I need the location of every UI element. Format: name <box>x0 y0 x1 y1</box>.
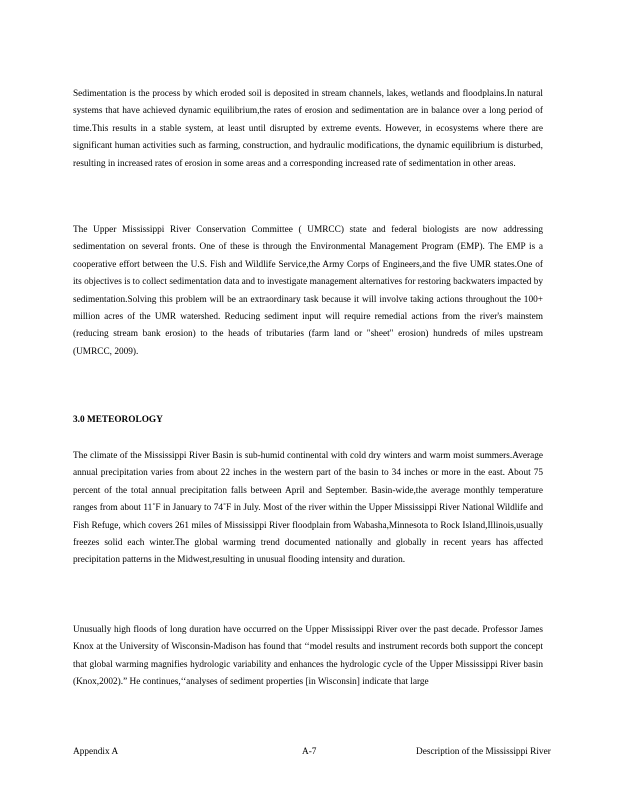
footer-appendix: Appendix A <box>73 747 119 757</box>
footer-page-number: A-7 <box>302 747 317 757</box>
paragraph-umrcc: The Upper Mississippi River Conservation Committee ( UMRCC) state and federal biologists are now addressing sedimentation on several fronts. One of these is through the Environmental Management Program (EMP). The EMP is a cooperative effort between the U.S. Fish and Wildlife Service,the Army Corps of Engineers,and the five UMR states.One of its objectives is to collect sedimentation data and to investigate management alternatives for restoring backwaters impacted by sedimentation.Solving this problem will be an extraordinary task because it will involve taking actions throughout the 100+ million acres of the UMR watershed. Reducing sediment input will require remedial actions from the river's mainstem (reducing stream bank erosion) to the heads of tributaries (farm land or "sheet" erosion) hundreds of miles upstream (UMRCC, 2009). <box>73 225 543 357</box>
paragraph-climate: The climate of the Mississippi River Basin is sub-humid continental with cold dry winters and warm moist summers.Average annual precipitation varies from about 22 inches in the western part of the basin to 34 inches or more in the east. About 75 percent of the total annual precipitation falls between April and September. Basin-wide,the average monthly temperature ranges from about 11˚F in January to 74˚F in July. Most of the river within the Upper Mississippi River National Wildlife and Fish Refuge, which covers 261 miles of Mississippi River floodplain from Wabasha,Minnesota to Rock Island,Illinois,usually freezes solid each winter.The global warming trend documented nationally and globally in recent years has affected precipitation patterns in the Midwest,resulting in unusual flooding intensity and duration. <box>73 451 543 566</box>
paragraph-floods: Unusually high floods of long duration have occurred on the Upper Mississippi River over the past decade. Professor James Knox at the University of Wisconsin-Madison has found that ‘‘model results and instrument records both support the concept that global warming magnifies hydrologic variability and enhances the hydrologic cycle of the Upper Mississippi River basin (Knox,2002).” He continues,‘‘analyses of sediment properties [in Wisconsin] indicate that large <box>73 625 543 688</box>
paragraph-sedimentation: Sedimentation is the process by which eroded soil is deposited in stream channels, lakes, wetlands and floodplains.In natural systems that have achieved dynamic equilibrium,the rates of erosion and sedimentation are in balance over a long period of time.This results in a stable system, at least until disrupted by extreme events. However, in ecosystems where there are significant human activities such as farming, construction, and hydraulic modifications, the dynamic equilibrium is disturbed, resulting in increased rates of erosion in some areas and a corresponding increased rate of sedimentation in other areas. <box>73 89 543 169</box>
section-heading-meteorology: 3.0 METEOROLOGY <box>73 415 163 425</box>
footer-section-title: Description of the Mississippi River <box>416 747 551 757</box>
